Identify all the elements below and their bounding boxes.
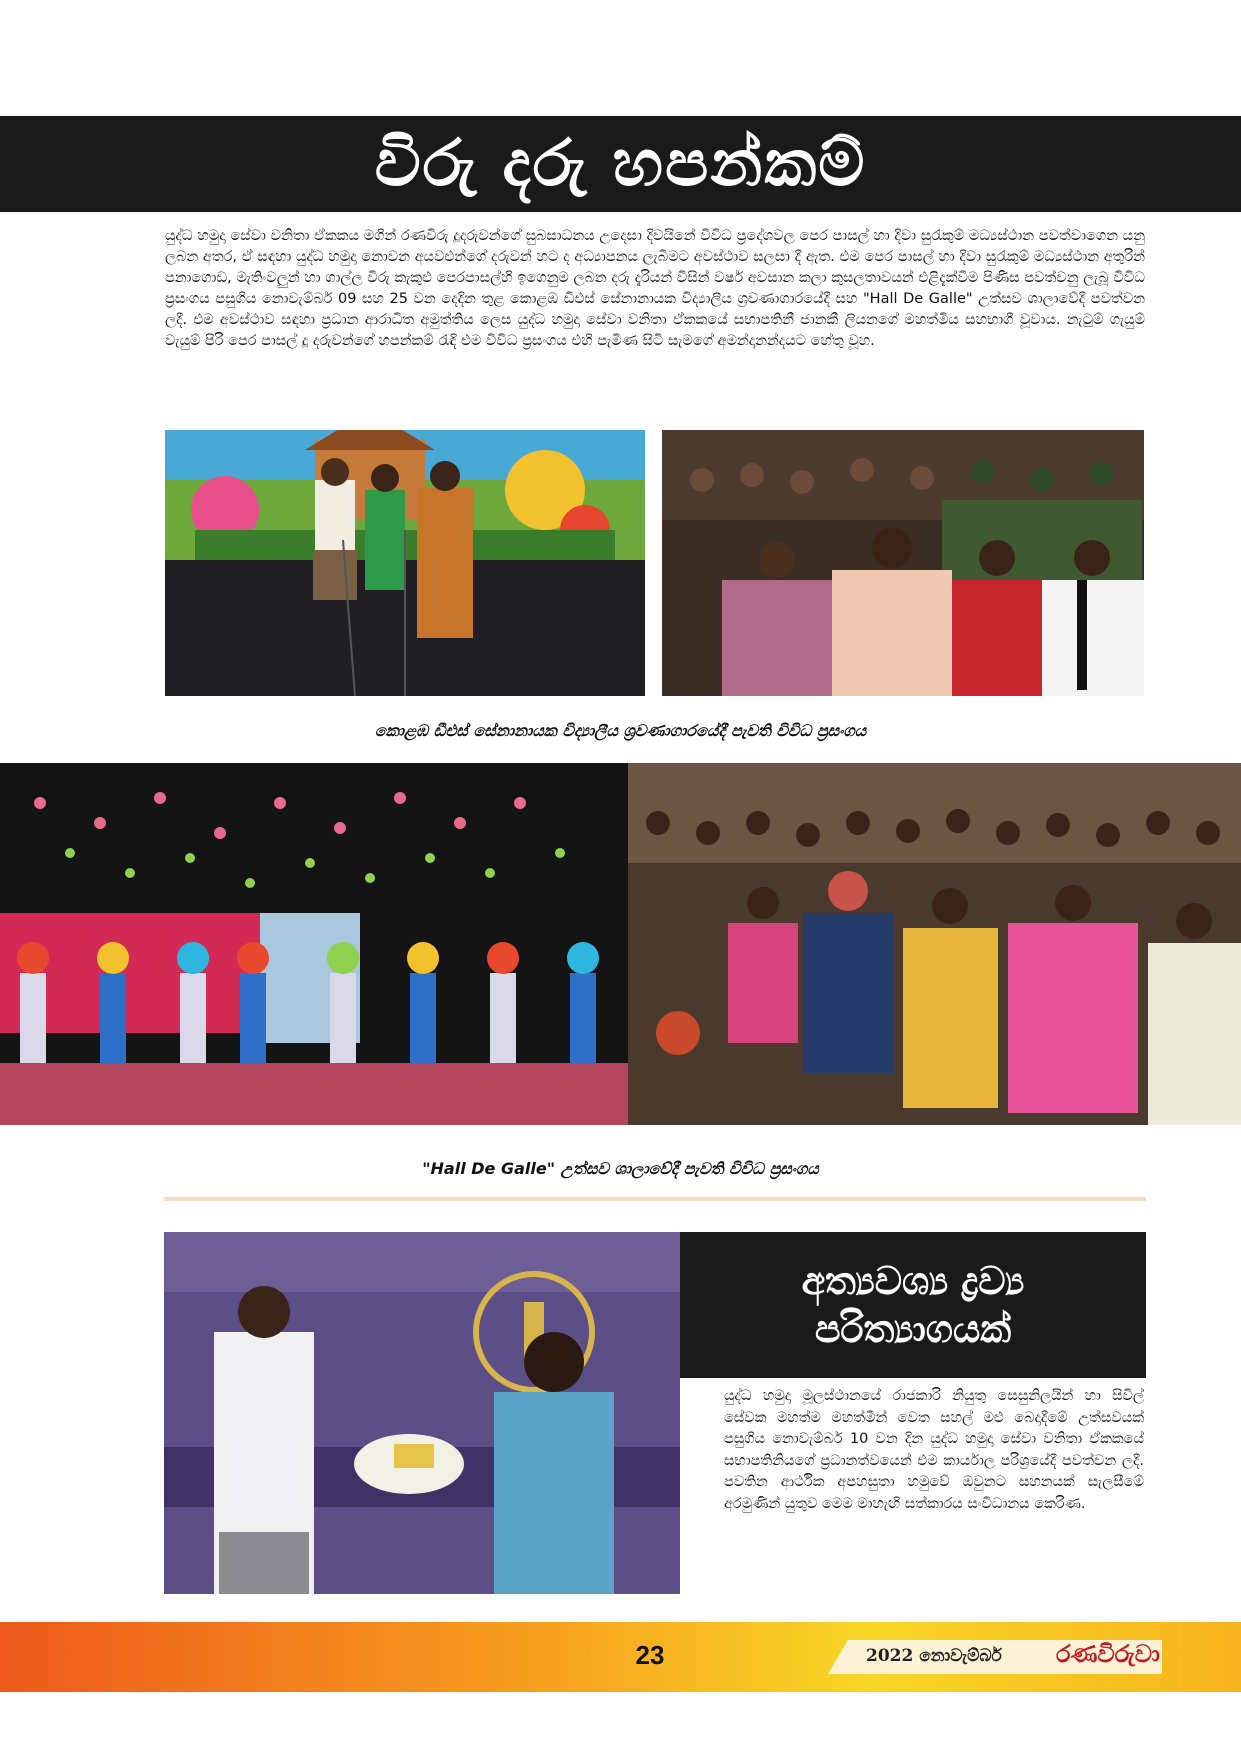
photo-audience-colombo <box>662 430 1144 696</box>
photo-audience-galle-image <box>628 763 1241 1125</box>
photo-children-stage <box>165 430 645 696</box>
article-body: යුද්ධ හමුදා සේවා වනිතා ඒකකය මගින් රණවිරු දූදරුවන්ගේ සුබසාධනය උදෙසා දිවයිනේ විවිධ ප්‍රදේශවල පෙර පාසල් හා දිවා සුරැකුම් මධ්‍යස්ථාන පවත්වාගෙන යනු ලබන අතර, ඒ සඳහා යුද්ධ හමුදා නොවන අයවළුන්ගේ දරුවන් හට ද අධ්‍යාපනය ලැබීමට අවස්ථාව සලසා දී ඇත. එම පෙර පාසල් හා දිවා සුරැකුම් මධ්‍යස්ථාන අතුරින් පනාගොඩ, මැතිංවලුන් හා ගාල්ල විරු කැකුළු පෙරපාසල්හි ඉගෙනුම ලබන දරු දැරියන් විසින් වර්ෂ අවසාන කලා කුසලතාවයන් එළිදැක්වීම පිණිස පවත්වනු ලැබූ විවිධ ප්‍රසංගය පසුගිය නොවැම්බර් 09 සහ 25 වන දෙදින තුළ කොළඹ ඩීඑස් සේනානායක විද්‍යාලීය ශ්‍රවණාගාරයේදී සහ "Hall De Galle" උත්සව ශාලාවේදී පවත්වන ලදී. එම අවස්ථාව සඳහා ප්‍රධාන ආරාධිත අමුත්තිය ලෙස යුද්ධ හමුදා සේවා වනිතා ඒකකයේ සභාපතිනී ජානකී ලියනගේ මහත්මිය සහභාගී වූවාය. නැටුම් ගැයුම් වැයුම් පිරි පෙර පාසල් දූ දරුවන්ගේ හපන්කම් රැඳි එම විවිධ ප්‍රසංගය එහි පැමිණ සිටි සැමගේ අමන්දානන්දයට හේතු වූහ. <box>165 228 1145 349</box>
photo-clown-dance-image <box>0 763 628 1125</box>
photo-audience-colombo-image <box>662 430 1144 696</box>
caption-galle: "Hall De Galle" උත්සව ශාලාවේදී පැවති විවිධ ප්‍රසංගය <box>422 1159 819 1178</box>
issue-date: 2022 නොවැම්බර් <box>866 1646 1002 1666</box>
caption-colombo: කොළඹ ඩීඑස් සේනානායක විද්‍යාලීය ශ්‍රවණාගාරයේදී පැවති විවිධ ප්‍රසංගය <box>374 721 867 740</box>
article2-headline-line1: අත්‍යවශ්‍ය ද්‍රව්‍ය <box>801 1259 1025 1303</box>
photo-donation-handover <box>164 1232 680 1594</box>
photo-audience-galle <box>628 763 1241 1125</box>
photo-donation-handover-image <box>164 1232 680 1594</box>
magazine-brand: රණවිරුවා <box>1056 1640 1160 1668</box>
headline: විරු දරු හපන්කම් <box>374 127 867 201</box>
section-divider <box>164 1197 1146 1201</box>
photo-clown-dance <box>0 763 628 1125</box>
article2-headline-line2: පරිත්‍යාගයක් <box>814 1307 1012 1351</box>
article2-headline-box <box>680 1232 1146 1378</box>
page-number: 23 <box>635 1640 665 1670</box>
article2-body: යුද්ධ හමුදා මූලස්ථානයේ රාජකාරි නියුතු සෙසුනිලයින් හා සිවිල් සේවක මහත්ම මහත්මීන් වෙත සහල් මළු බෙදාදීමේ උත්සවයක් පසුගිය නොවැම්බර් 10 වන දින යුද්ධ හමුදා සේවා වනිතා ඒකකයේ සභාපතිනියගේ ප්‍රධානත්වයෙන් එම කාර්යාල පරිශ්‍රයේදී පවත්වන ලදී. පවතින ආර්ථික අපහසුතා හමුවේ ඔවුනට සහනයක් සැලසීමේ අරමුණින් යුතුව මෙම මාහැඟි සත්කාරය සංවිධානය කෙරිණ. <box>724 1388 1144 1512</box>
headline-banner <box>0 116 1241 212</box>
photo-children-stage-image <box>165 430 645 696</box>
